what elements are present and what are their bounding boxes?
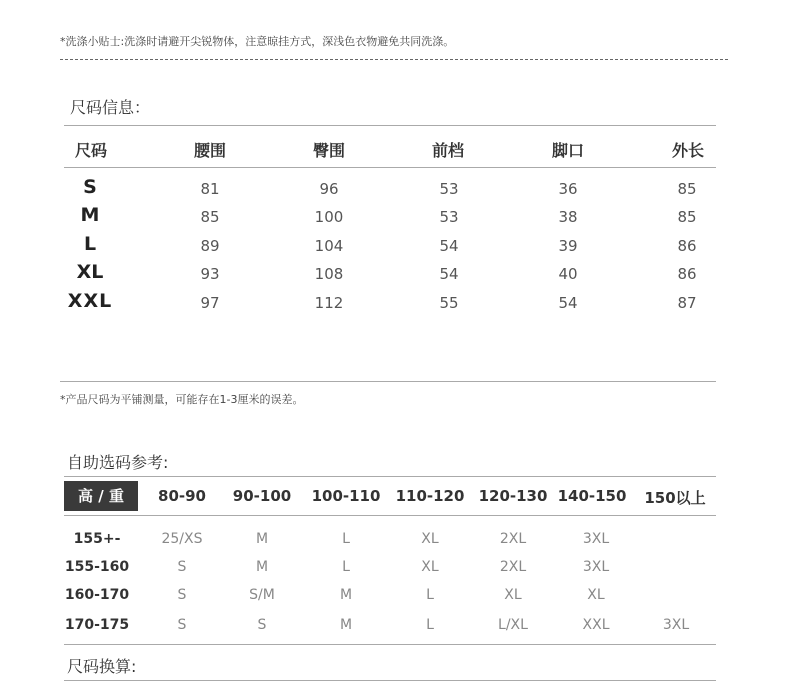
- height-weight-corner: [64, 481, 138, 511]
- size-value: 85: [200, 208, 220, 226]
- size-recommendation: S/M: [249, 587, 275, 603]
- size-header-size: 尺码: [74, 141, 108, 160]
- size-recommendation: S: [177, 587, 187, 603]
- weight-header: 110-120: [395, 487, 465, 505]
- size-recommendation: S: [177, 559, 187, 575]
- size-recommendation: XL: [421, 559, 439, 575]
- size-value: 104: [314, 237, 344, 255]
- size-value: 54: [439, 237, 459, 255]
- size-recommendation: L: [342, 531, 350, 547]
- size-value: 39: [558, 237, 578, 255]
- select-table-header-line: [64, 515, 716, 516]
- weight-header: 100-110: [311, 487, 381, 505]
- size-value: 100: [314, 208, 344, 226]
- size-recommendation: 3XL: [662, 617, 690, 633]
- care-tip: *洗涤小贴士:洗涤时请避开尖锐物体，注意晾挂方式，深浅色衣物避免共同洗涤。: [60, 35, 455, 48]
- size-value: 86: [677, 265, 697, 283]
- size-value: 36: [558, 180, 578, 198]
- size-table-top-line: [64, 125, 716, 126]
- size-recommendation: 3XL: [582, 559, 610, 575]
- size-value: 54: [439, 265, 459, 283]
- size-value: 54: [558, 294, 578, 312]
- size-value: 86: [677, 237, 697, 255]
- measure-note: *产品尺码为平铺测量，可能存在1-3厘米的误差。: [60, 393, 304, 406]
- size-value: 55: [439, 294, 459, 312]
- size-value: 93: [200, 265, 220, 283]
- self-select-title: 自助选码参考:: [67, 453, 169, 472]
- size-recommendation: L: [426, 587, 434, 603]
- size-value: 85: [677, 180, 697, 198]
- height-label: 155-160: [64, 559, 130, 575]
- size-value: 112: [314, 294, 344, 312]
- size-value: 38: [558, 208, 578, 226]
- size-label: S: [83, 176, 97, 198]
- size-recommendation: 2XL: [499, 531, 527, 547]
- size-recommendation: S: [177, 617, 187, 633]
- size-recommendation: XL: [421, 531, 439, 547]
- weight-header: 150以上: [644, 489, 706, 507]
- size-value: 81: [200, 180, 220, 198]
- height-weight-label: 高 / 重: [78, 487, 124, 505]
- size-recommendation: M: [255, 531, 269, 547]
- size-header-outseam: 外长: [671, 141, 705, 160]
- size-value: 85: [677, 208, 697, 226]
- select-table-top-line: [64, 476, 716, 477]
- size-value: 108: [314, 265, 344, 283]
- size-recommendation: L: [342, 559, 350, 575]
- size-value: 53: [439, 180, 459, 198]
- size-label: XL: [76, 261, 104, 283]
- size-recommendation: M: [255, 559, 269, 575]
- height-label: 155+-: [73, 531, 121, 547]
- weight-header: 80-90: [158, 487, 206, 505]
- weight-header: 120-130: [478, 487, 548, 505]
- size-value: 87: [677, 294, 697, 312]
- size-header-hip: 臀围: [312, 141, 346, 160]
- size-label: L: [83, 233, 97, 255]
- height-label: 160-170: [64, 587, 130, 603]
- weight-header: 140-150: [557, 487, 627, 505]
- size-label: XXL: [67, 290, 113, 312]
- size-recommendation: L/XL: [498, 617, 528, 633]
- size-label: M: [80, 204, 100, 226]
- size-header-front-rise: 前档: [431, 141, 465, 160]
- size-recommendation: XL: [587, 587, 605, 603]
- size-value: 53: [439, 208, 459, 226]
- size-table-bottom-line: [60, 381, 716, 382]
- size-recommendation: 2XL: [499, 559, 527, 575]
- size-header-waist: 腰围: [193, 141, 227, 160]
- size-value: 89: [200, 237, 220, 255]
- size-recommendation: 25/XS: [161, 531, 203, 547]
- size-value: 97: [200, 294, 220, 312]
- conversion-line: [64, 680, 716, 681]
- height-label: 170-175: [64, 617, 130, 633]
- size-recommendation: M: [339, 617, 353, 633]
- size-value: 96: [319, 180, 339, 198]
- size-info-title: 尺码信息：: [70, 98, 151, 117]
- size-header-leg-opening: 脚口: [551, 141, 585, 160]
- select-table-bottom-line: [64, 644, 716, 645]
- size-table-header-line: [64, 167, 716, 168]
- size-recommendation: XXL: [582, 617, 610, 633]
- size-recommendation: 3XL: [582, 531, 610, 547]
- size-recommendation: L: [426, 617, 434, 633]
- size-recommendation: M: [339, 587, 353, 603]
- size-recommendation: XL: [504, 587, 522, 603]
- dashed-divider-top: [60, 59, 728, 60]
- conversion-title: 尺码换算:: [67, 657, 137, 676]
- size-recommendation: S: [257, 617, 267, 633]
- size-value: 40: [558, 265, 578, 283]
- weight-header: 90-100: [232, 487, 292, 505]
